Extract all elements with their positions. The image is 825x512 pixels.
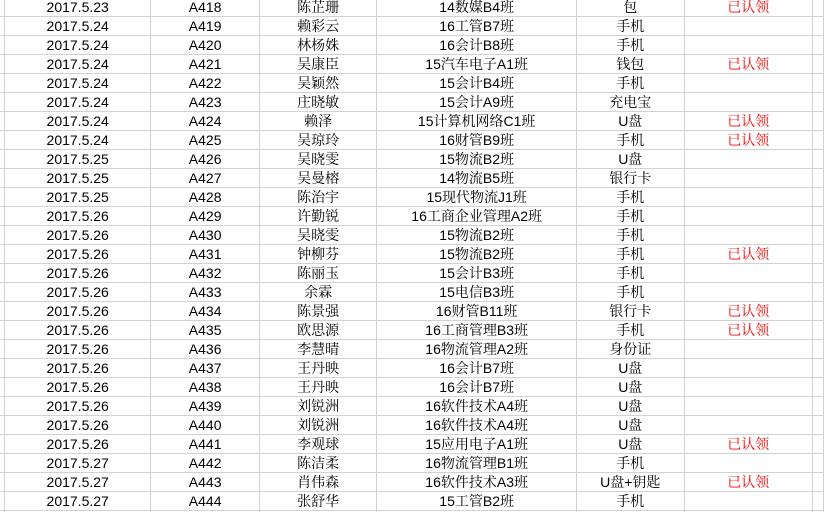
table-row: [0, 473, 824, 492]
cell-class[interactable]: 16工管B7班: [377, 17, 577, 36]
cell-status[interactable]: [684, 492, 812, 511]
cell-item-id[interactable]: A432: [151, 264, 259, 283]
cell-item-id[interactable]: A421: [151, 55, 259, 74]
cell-status[interactable]: [684, 454, 812, 473]
cell-status[interactable]: [684, 359, 812, 378]
cell-item-id[interactable]: A422: [151, 74, 259, 93]
table-row: [0, 0, 824, 17]
table-row: [0, 131, 824, 150]
table-row: [0, 17, 824, 36]
cell-status[interactable]: [684, 93, 812, 112]
cell-class[interactable]: 14物流B5班: [377, 169, 577, 188]
table-row: [0, 93, 824, 112]
cell-class[interactable]: 15汽车电子A1班: [377, 55, 577, 74]
cell-right-pad[interactable]: [813, 302, 824, 321]
cell-status[interactable]: 已认领: [684, 473, 812, 492]
cell-item-id[interactable]: A431: [151, 245, 259, 264]
cell-item[interactable]: 充电宝: [576, 93, 684, 112]
cell-date[interactable]: 2017.5.25: [4, 150, 150, 169]
table-row: [0, 416, 824, 435]
cell-item-id[interactable]: A425: [151, 131, 259, 150]
cell-item-id[interactable]: A444: [151, 492, 259, 511]
cell-right-pad[interactable]: [813, 36, 824, 55]
cell-date[interactable]: 2017.5.26: [4, 397, 150, 416]
cell-date[interactable]: 2017.5.24: [4, 131, 150, 150]
cell-item[interactable]: 手机: [576, 321, 684, 340]
cell-status[interactable]: [684, 188, 812, 207]
cell-status[interactable]: [684, 169, 812, 188]
cell-date[interactable]: 2017.5.26: [4, 359, 150, 378]
cell-date[interactable]: 2017.5.26: [4, 264, 150, 283]
cell-student-name[interactable]: 赖泽: [259, 112, 376, 131]
cell-right-pad[interactable]: [813, 112, 824, 131]
cell-class[interactable]: 15会计A9班: [377, 93, 577, 112]
cell-right-pad[interactable]: [813, 17, 824, 36]
cell-right-pad[interactable]: [813, 169, 824, 188]
cell-class[interactable]: 15物流B2班: [377, 150, 577, 169]
cell-date[interactable]: 2017.5.26: [4, 302, 150, 321]
cell-student-name[interactable]: 李观球: [259, 435, 376, 454]
table-row: [0, 55, 824, 74]
cell-item-id[interactable]: A430: [151, 226, 259, 245]
cell-class[interactable]: 15会计B3班: [377, 264, 577, 283]
cell-item-id[interactable]: A434: [151, 302, 259, 321]
cell-item[interactable]: 手机: [576, 207, 684, 226]
cell-item-id[interactable]: A427: [151, 169, 259, 188]
cell-status[interactable]: [684, 397, 812, 416]
cell-class[interactable]: 15计算机网络C1班: [377, 112, 577, 131]
cell-right-pad[interactable]: [813, 454, 824, 473]
cell-right-pad[interactable]: [813, 207, 824, 226]
cell-item-id[interactable]: A436: [151, 340, 259, 359]
table-row: [0, 340, 824, 359]
cell-item[interactable]: 包: [576, 0, 684, 17]
cell-item-id[interactable]: A443: [151, 473, 259, 492]
table-row: [0, 112, 824, 131]
table-row: [0, 302, 824, 321]
cell-status[interactable]: [684, 340, 812, 359]
cell-item-id[interactable]: A433: [151, 283, 259, 302]
cell-right-pad[interactable]: [813, 150, 824, 169]
cell-class[interactable]: 15会计B4班: [377, 74, 577, 93]
cell-item-id[interactable]: A429: [151, 207, 259, 226]
cell-right-pad[interactable]: [813, 131, 824, 150]
cell-student-name[interactable]: 庄晓敏: [259, 93, 376, 112]
cell-class[interactable]: 16会计B8班: [377, 36, 577, 55]
cell-class[interactable]: 16软件技术A3班: [377, 473, 577, 492]
cell-item[interactable]: 手机: [576, 36, 684, 55]
cell-date[interactable]: 2017.5.24: [4, 55, 150, 74]
cell-status[interactable]: 已认领: [684, 55, 812, 74]
cell-class[interactable]: 16会计B7班: [377, 378, 577, 397]
cell-item-id[interactable]: A423: [151, 93, 259, 112]
cell-item[interactable]: U盘: [576, 359, 684, 378]
cell-status[interactable]: 已认领: [684, 321, 812, 340]
cell-right-pad[interactable]: [813, 492, 824, 511]
cell-date[interactable]: 2017.5.24: [4, 17, 150, 36]
cell-item-id[interactable]: A441: [151, 435, 259, 454]
cell-item-id[interactable]: A435: [151, 321, 259, 340]
cell-status[interactable]: [684, 283, 812, 302]
table-row: [0, 397, 824, 416]
cell-status[interactable]: [684, 378, 812, 397]
cell-class[interactable]: 16财管B11班: [377, 302, 577, 321]
cell-item[interactable]: 手机: [576, 17, 684, 36]
table-row: [0, 454, 824, 473]
cell-item-id[interactable]: A439: [151, 397, 259, 416]
cell-item[interactable]: 手机: [576, 226, 684, 245]
table-row: [0, 245, 824, 264]
cell-item[interactable]: 身份证: [576, 340, 684, 359]
cell-right-pad[interactable]: [813, 188, 824, 207]
cell-class[interactable]: 15电信B3班: [377, 283, 577, 302]
cell-item-id[interactable]: A426: [151, 150, 259, 169]
cell-class[interactable]: 16工商管理B3班: [377, 321, 577, 340]
cell-item[interactable]: U盘: [576, 150, 684, 169]
table-row: [0, 264, 824, 283]
cell-item[interactable]: U盘: [576, 112, 684, 131]
cell-student-name[interactable]: 吴晓雯: [259, 150, 376, 169]
cell-class[interactable]: 15现代物流J1班: [377, 188, 577, 207]
cell-date[interactable]: 2017.5.27: [4, 492, 150, 511]
table-row: [0, 169, 824, 188]
cell-student-name[interactable]: 刘锐洲: [259, 416, 376, 435]
cell-right-pad[interactable]: [813, 397, 824, 416]
cell-status[interactable]: [684, 150, 812, 169]
cell-status[interactable]: [684, 264, 812, 283]
cell-status[interactable]: 已认领: [684, 112, 812, 131]
cell-item-id[interactable]: A418: [151, 0, 259, 17]
cell-student-name[interactable]: 吴晓雯: [259, 226, 376, 245]
cell-student-name[interactable]: 吴曼榕: [259, 169, 376, 188]
cell-student-name[interactable]: 陈景强: [259, 302, 376, 321]
cell-class[interactable]: 16会计B7班: [377, 359, 577, 378]
cell-class[interactable]: 15工管B2班: [377, 492, 577, 511]
cell-item-id[interactable]: A420: [151, 36, 259, 55]
cell-right-pad[interactable]: [813, 264, 824, 283]
cell-item[interactable]: 手机: [576, 264, 684, 283]
cell-status[interactable]: [684, 207, 812, 226]
cell-class[interactable]: 15物流B2班: [377, 245, 577, 264]
table-row: [0, 359, 824, 378]
cell-student-name[interactable]: 王丹映: [259, 378, 376, 397]
cell-date[interactable]: 2017.5.26: [4, 321, 150, 340]
cell-date[interactable]: 2017.5.24: [4, 112, 150, 131]
cell-student-name[interactable]: 吴琼玲: [259, 131, 376, 150]
cell-item[interactable]: 手机: [576, 131, 684, 150]
table-row: [0, 321, 824, 340]
cell-student-name[interactable]: 吴康臣: [259, 55, 376, 74]
cell-student-name[interactable]: 陈洁柔: [259, 454, 376, 473]
table-row: [0, 36, 824, 55]
cell-item[interactable]: 手机: [576, 492, 684, 511]
cell-class[interactable]: 14数媒B4班: [377, 0, 577, 17]
cell-item-id[interactable]: A428: [151, 188, 259, 207]
cell-student-name[interactable]: 余霖: [259, 283, 376, 302]
cell-item[interactable]: 手机: [576, 245, 684, 264]
cell-right-pad[interactable]: [813, 435, 824, 454]
cell-status[interactable]: 已认领: [684, 435, 812, 454]
cell-student-name[interactable]: 许勤锐: [259, 207, 376, 226]
cell-date[interactable]: 2017.5.27: [4, 473, 150, 492]
cell-date[interactable]: 2017.5.26: [4, 340, 150, 359]
cell-date[interactable]: 2017.5.24: [4, 36, 150, 55]
cell-item[interactable]: 手机: [576, 188, 684, 207]
cell-item[interactable]: 手机: [576, 74, 684, 93]
cell-date[interactable]: 2017.5.26: [4, 435, 150, 454]
cell-date[interactable]: 2017.5.24: [4, 74, 150, 93]
cell-student-name[interactable]: 欧思源: [259, 321, 376, 340]
cell-right-pad[interactable]: [813, 0, 824, 17]
cell-student-name[interactable]: 陈丽玉: [259, 264, 376, 283]
cell-date[interactable]: 2017.5.26: [4, 245, 150, 264]
cell-status[interactable]: [684, 416, 812, 435]
table-row: [0, 150, 824, 169]
cell-status[interactable]: 已认领: [684, 0, 812, 17]
cell-item-id[interactable]: A440: [151, 416, 259, 435]
cell-right-pad[interactable]: [813, 416, 824, 435]
cell-status[interactable]: 已认领: [684, 302, 812, 321]
cell-student-name[interactable]: 钟柳芬: [259, 245, 376, 264]
cell-student-name[interactable]: 刘锐洲: [259, 397, 376, 416]
cell-item-id[interactable]: A419: [151, 17, 259, 36]
cell-date[interactable]: 2017.5.26: [4, 207, 150, 226]
cell-student-name[interactable]: 林杨姝: [259, 36, 376, 55]
cell-date[interactable]: 2017.5.26: [4, 416, 150, 435]
cell-class[interactable]: 15应用电子A1班: [377, 435, 577, 454]
cell-date[interactable]: 2017.5.26: [4, 378, 150, 397]
cell-date[interactable]: 2017.5.26: [4, 283, 150, 302]
cell-item[interactable]: 手机: [576, 454, 684, 473]
cell-item[interactable]: U盘: [576, 416, 684, 435]
cell-item-id[interactable]: A437: [151, 359, 259, 378]
cell-date[interactable]: 2017.5.26: [4, 226, 150, 245]
cell-item[interactable]: 银行卡: [576, 302, 684, 321]
cell-item[interactable]: U盘+钥匙: [576, 473, 684, 492]
cell-item[interactable]: U盘: [576, 435, 684, 454]
cell-class[interactable]: 16软件技术A4班: [377, 397, 577, 416]
cell-date[interactable]: 2017.5.25: [4, 169, 150, 188]
cell-student-name[interactable]: 吴颖然: [259, 74, 376, 93]
cell-class[interactable]: 16工商企业管理A2班: [377, 207, 577, 226]
cell-class[interactable]: 16软件技术A4班: [377, 416, 577, 435]
cell-status[interactable]: [684, 226, 812, 245]
cell-right-pad[interactable]: [813, 55, 824, 74]
cell-right-pad[interactable]: [813, 245, 824, 264]
cell-student-name[interactable]: 肖伟森: [259, 473, 376, 492]
cell-date[interactable]: 2017.5.23: [4, 0, 150, 17]
cell-status[interactable]: [684, 36, 812, 55]
cell-right-pad[interactable]: [813, 340, 824, 359]
cell-status[interactable]: 已认领: [684, 245, 812, 264]
cell-item[interactable]: 手机: [576, 283, 684, 302]
cell-item-id[interactable]: A442: [151, 454, 259, 473]
cell-right-pad[interactable]: [813, 74, 824, 93]
cell-class[interactable]: 16物流管理A2班: [377, 340, 577, 359]
cell-status[interactable]: [684, 74, 812, 93]
cell-right-pad[interactable]: [813, 93, 824, 112]
cell-student-name[interactable]: 王丹映: [259, 359, 376, 378]
cell-student-name[interactable]: 李慧晴: [259, 340, 376, 359]
cell-right-pad[interactable]: [813, 378, 824, 397]
table-row: [0, 188, 824, 207]
cell-status[interactable]: 已认领: [684, 131, 812, 150]
cell-right-pad[interactable]: [813, 283, 824, 302]
table-row: [0, 435, 824, 454]
cell-status[interactable]: [684, 17, 812, 36]
cell-item[interactable]: 钱包: [576, 55, 684, 74]
cell-date[interactable]: 2017.5.27: [4, 454, 150, 473]
cell-item-id[interactable]: A438: [151, 378, 259, 397]
cell-right-pad[interactable]: [813, 321, 824, 340]
cell-date[interactable]: 2017.5.24: [4, 93, 150, 112]
table-row: [0, 283, 824, 302]
cell-student-name[interactable]: 陈治宇: [259, 188, 376, 207]
cell-student-name[interactable]: 陈芷珊: [259, 0, 376, 17]
cell-student-name[interactable]: 张舒华: [259, 492, 376, 511]
cell-item-id[interactable]: A424: [151, 112, 259, 131]
cell-class[interactable]: 16物流管理B1班: [377, 454, 577, 473]
cell-class[interactable]: 15物流B2班: [377, 226, 577, 245]
cell-student-name[interactable]: 赖彩云: [259, 17, 376, 36]
table-row: [0, 492, 824, 511]
cell-right-pad[interactable]: [813, 226, 824, 245]
cell-date[interactable]: 2017.5.25: [4, 188, 150, 207]
table-row: [0, 74, 824, 93]
cell-item[interactable]: U盘: [576, 378, 684, 397]
cell-class[interactable]: 16财管B9班: [377, 131, 577, 150]
cell-item[interactable]: 银行卡: [576, 169, 684, 188]
table-row: [0, 378, 824, 397]
cell-right-pad[interactable]: [813, 473, 824, 492]
table-row: [0, 226, 824, 245]
cell-item[interactable]: U盘: [576, 397, 684, 416]
cell-right-pad[interactable]: [813, 359, 824, 378]
table-row: [0, 207, 824, 226]
